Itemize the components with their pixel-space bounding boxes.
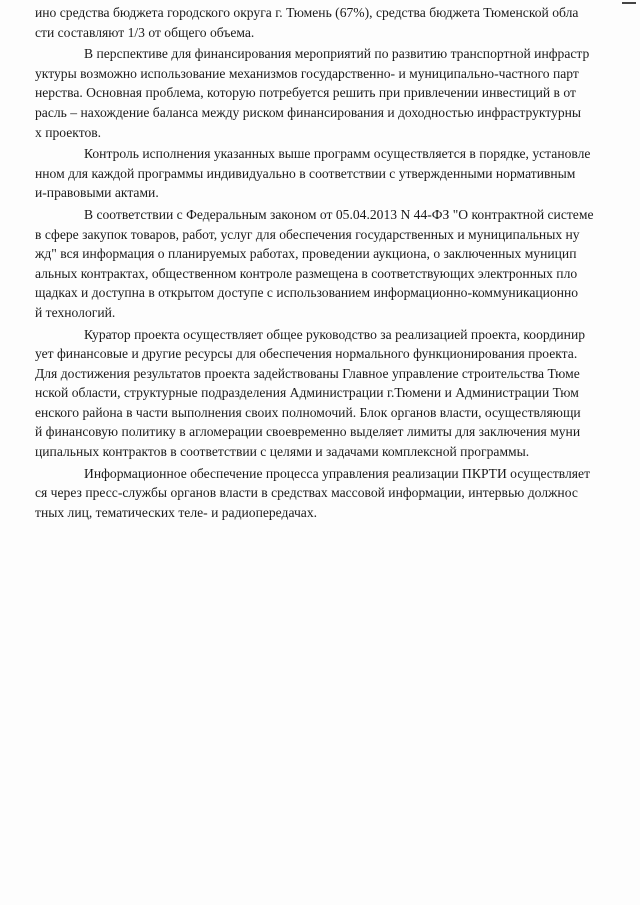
paragraph [35,205,615,323]
text-line: Контроль исполнения указанных выше программ осуществляется в порядке, установле [84,146,591,162]
text-line: Информационное обеспечение процесса управления реализации ПКРТИ осуществляет [84,465,591,481]
text-line: ся через пресс-службы органов власти в средствах массовой информации, интервью должнос [35,485,578,501]
paragraph [35,44,615,142]
scan-corner-mark [622,2,636,4]
text-line: альных контрактах, общественном контроле размещена в соответствующих электронных пло [35,265,578,281]
text-line: Куратор проекта осуществляет общее руководство за реализацией проекта, координир [84,326,586,342]
text-line: й технологий. [35,304,116,320]
text-line: х проектов. [35,124,102,140]
text-line: и-правовыми актами. [35,185,159,201]
text-line: жд" вся информация о планируемых работах, проведении аукциона, о заключенных муницип [35,246,577,262]
text-line: В перспективе для финансирования мероприятий по развитию транспортной инфрастр [84,46,590,62]
text-line: В соответствии с Федеральным законом от 05.04.2013 N 44-ФЗ "О контрактной системе [84,206,594,222]
text-line: й финансовую политику в агломерации своевременно выделяет лимиты для заключения муни [35,424,581,440]
text-line: нном для каждой программы индивидуально в соответствии с утвержденными нормативным [35,165,576,181]
text-line: Для достижения результатов проекта задействованы Главное управление строительства Тюме [35,365,580,381]
document-body [35,3,615,522]
paragraph [35,144,615,203]
text-line: ино средства бюджета городского округа г. Тюмень (67%), средства бюджета Тюменской обла [35,5,579,20]
text-line: сти составляют 1/3 от общего объема. [35,24,255,40]
text-line: нерства. Основная проблема, которую потребуется решить при привлечении инвестиций в от [35,85,576,101]
text-line: щадках и доступна в открытом доступе с использованием информационно-коммуникационно [35,285,579,301]
text-line: уктуры возможно использование механизмов государственно- и муниципально-частного парт [35,65,579,81]
text-line: в сфере закупок товаров, работ, услуг для обеспечения государственных и муниципальных ну [35,226,580,242]
text-line: енского района в части выполнения своих полномочий. Блок органов власти, осуществляющи [35,404,581,420]
paragraph [35,464,615,523]
text-line: нской области, структурные подразделения Администрации г.Тюмени и Администрации Тюм [35,385,579,401]
text-line: тных лиц, тематических теле- и радиопередачах. [35,504,318,520]
text-line: расль – нахождение баланса между риском финансирования и доходностью инфраструктурны [35,104,582,120]
paragraph [35,325,615,462]
text-line: ципальных контрактов в соответствии с целями и задачами комплексной программы. [35,444,530,460]
text-line: ует финансовые и другие ресурсы для обеспечения нормального функционирования проекта. [35,346,578,362]
paragraph [35,3,615,42]
